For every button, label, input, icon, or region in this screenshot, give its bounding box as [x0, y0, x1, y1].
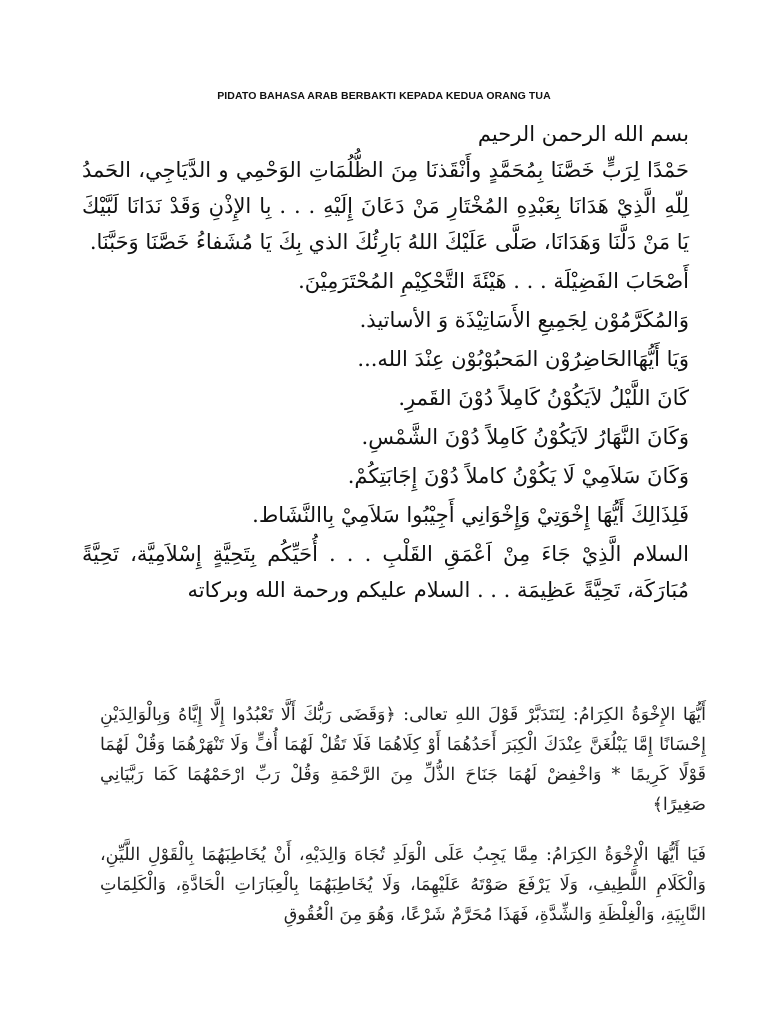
metaphor-greeting-line: وَكَانَ سَلاَمِيْ لَا يَكُوْنُ كاملاً دُوْنَ إِجَابَتِكُمْ.: [347, 464, 689, 488]
greeting-teachers: وَالمُكَرَّمُوْن لِجَمِيعِ الأَسَاتِيْذَة وَ الأساتيذ.: [359, 308, 689, 332]
speech-opening-section: [82, 116, 689, 608]
basmala-line: بسم الله الرحمن الرحيم: [477, 122, 689, 146]
document-title: PIDATO BAHASA ARAB BERBAKTI KEPADA KEDUA ORANG TUA: [217, 90, 551, 102]
obligation-paragraph: فَيَا أَيُّهَا الْإِخْوَةُ الكِرَامُ: مِمَّا يَجِبُ عَلَى الْوَلَدِ تُجَاهَ وَالِدَيْهِ، أَنْ يُخَاطِبَهُمَا بِالْقَوْلِ اللَّيِّنِ، وَالْكَلَامِ اللَّطِيفِ، وَلَا يَرْفَعَ صَوْتَهُ عَلَيْهِمَا، وَلَا يُخَاطِبَهُمَا بِالْعِبَارَاتِ الْحَادَّةِ، وَالْكَلِمَاتِ النَّابِيَةِ، وَالْغِلْظَةِ وَالشِّدَّةِ، فَهَذَا مُحَرَّمٌ شَرْعًا، وَهُوَ مِنَ الْعُقُوقِ: [100, 845, 706, 925]
opening-praise-paragraph: حَمْدًا لِرَبٍّ خَصَّنَا بِمُحَمَّدٍ وأَنْقَذنَا مِنَ الظُّلُمَاتِ الوَحْمِي و الدَّيَاجِي، الحَمدُ لِلّهِ الَّذِيْ هَدَانَا بِعَبْدِهِ المُخْتَارِ مَنْ دَعَانَ إِلَيْهِ . . . بِا الإِذْنِ وَقَدْ نَدَانَا لَبَّيْكَ يَا مَنْ دَلَّنَا وَهَدَانَا، صَلَّى عَلَيْكَ اللهُ بَارِئُكَ الذي بِكَ يَا مُشَفاءُ خَصَّنَا وَحَبَّنَا.: [82, 158, 689, 254]
greeting-honored-jury: أَصْحَابَ الفَضِيْلَة . . . هَيْئَةَ التَّحْكِيْمِ المُحْتَرَمِيْنَ.: [298, 269, 689, 293]
quran-verse-paragraph: أَيُّهَا الإِخْوَةُ الكِرَامُ: لِنَتَدَبَّرْ قَوْلَ اللهِ تعالى: ﴿وَقَضَى رَبُّكَ أَلَّا تَعْبُدُوا إِلَّا إِيَّاهُ وَبِالْوَالِدَيْنِ إِحْسَانًا إِمَّا يَبْلُغَنَّ عِنْدَكَ الْكِبَرَ أَحَدُهُمَا أَوْ كِلَاهُمَا فَلَا تَقُلْ لَهُمَا أُفٍّ وَلَا تَنْهَرْهُمَا وَقُلْ لَهُمَا قَوْلًا كَرِيمًا * وَاخْفِضْ لَهُمَا جَنَاحَ الذُّلِّ مِنَ الرَّحْمَةِ وَقُلْ رَبِّ ارْحَمْهُمَا كَمَا رَبَّيَانِي صَغِيرًا﴾: [100, 705, 706, 815]
metaphor-day-line: وَكَانَ النَّهَارُ لاَيَكُوْنُ كَامِلاً دُوْنَ الشَّمْسِ.: [361, 425, 689, 449]
request-reply-line: فَلِذَالِكَ أَيُّهَا إِخْوَتِيْ وَإِخْوَانِي أَجِيْبُوا سَلاَمِيْ بِاالنَّشَاط.: [252, 503, 689, 527]
speech-content-section: [100, 700, 706, 950]
metaphor-night-line: كَانَ اللَّيْلُ لاَيَكُوْنُ كَامِلاً دُوْنَ القَمرِ.: [398, 386, 689, 410]
greeting-audience: وَيَا أَيُّهَاالحَاضِرُوْن المَحبُوْبُوْن عِنْدَ الله...: [357, 347, 689, 371]
closing-salam-paragraph: السلام الَّذِيْ جَاءَ مِنْ اَعْمَقِ القَلْبِ . . . أُحَيِّكُم بِتَحِيَّةٍ إِسْلاَمِيَّة، تَحِيَّةً مُبَارَكَة، تَحِيَّةً عَظِيمَة . . . السلام عليكم ورحمة الله وبركاته: [82, 542, 689, 602]
